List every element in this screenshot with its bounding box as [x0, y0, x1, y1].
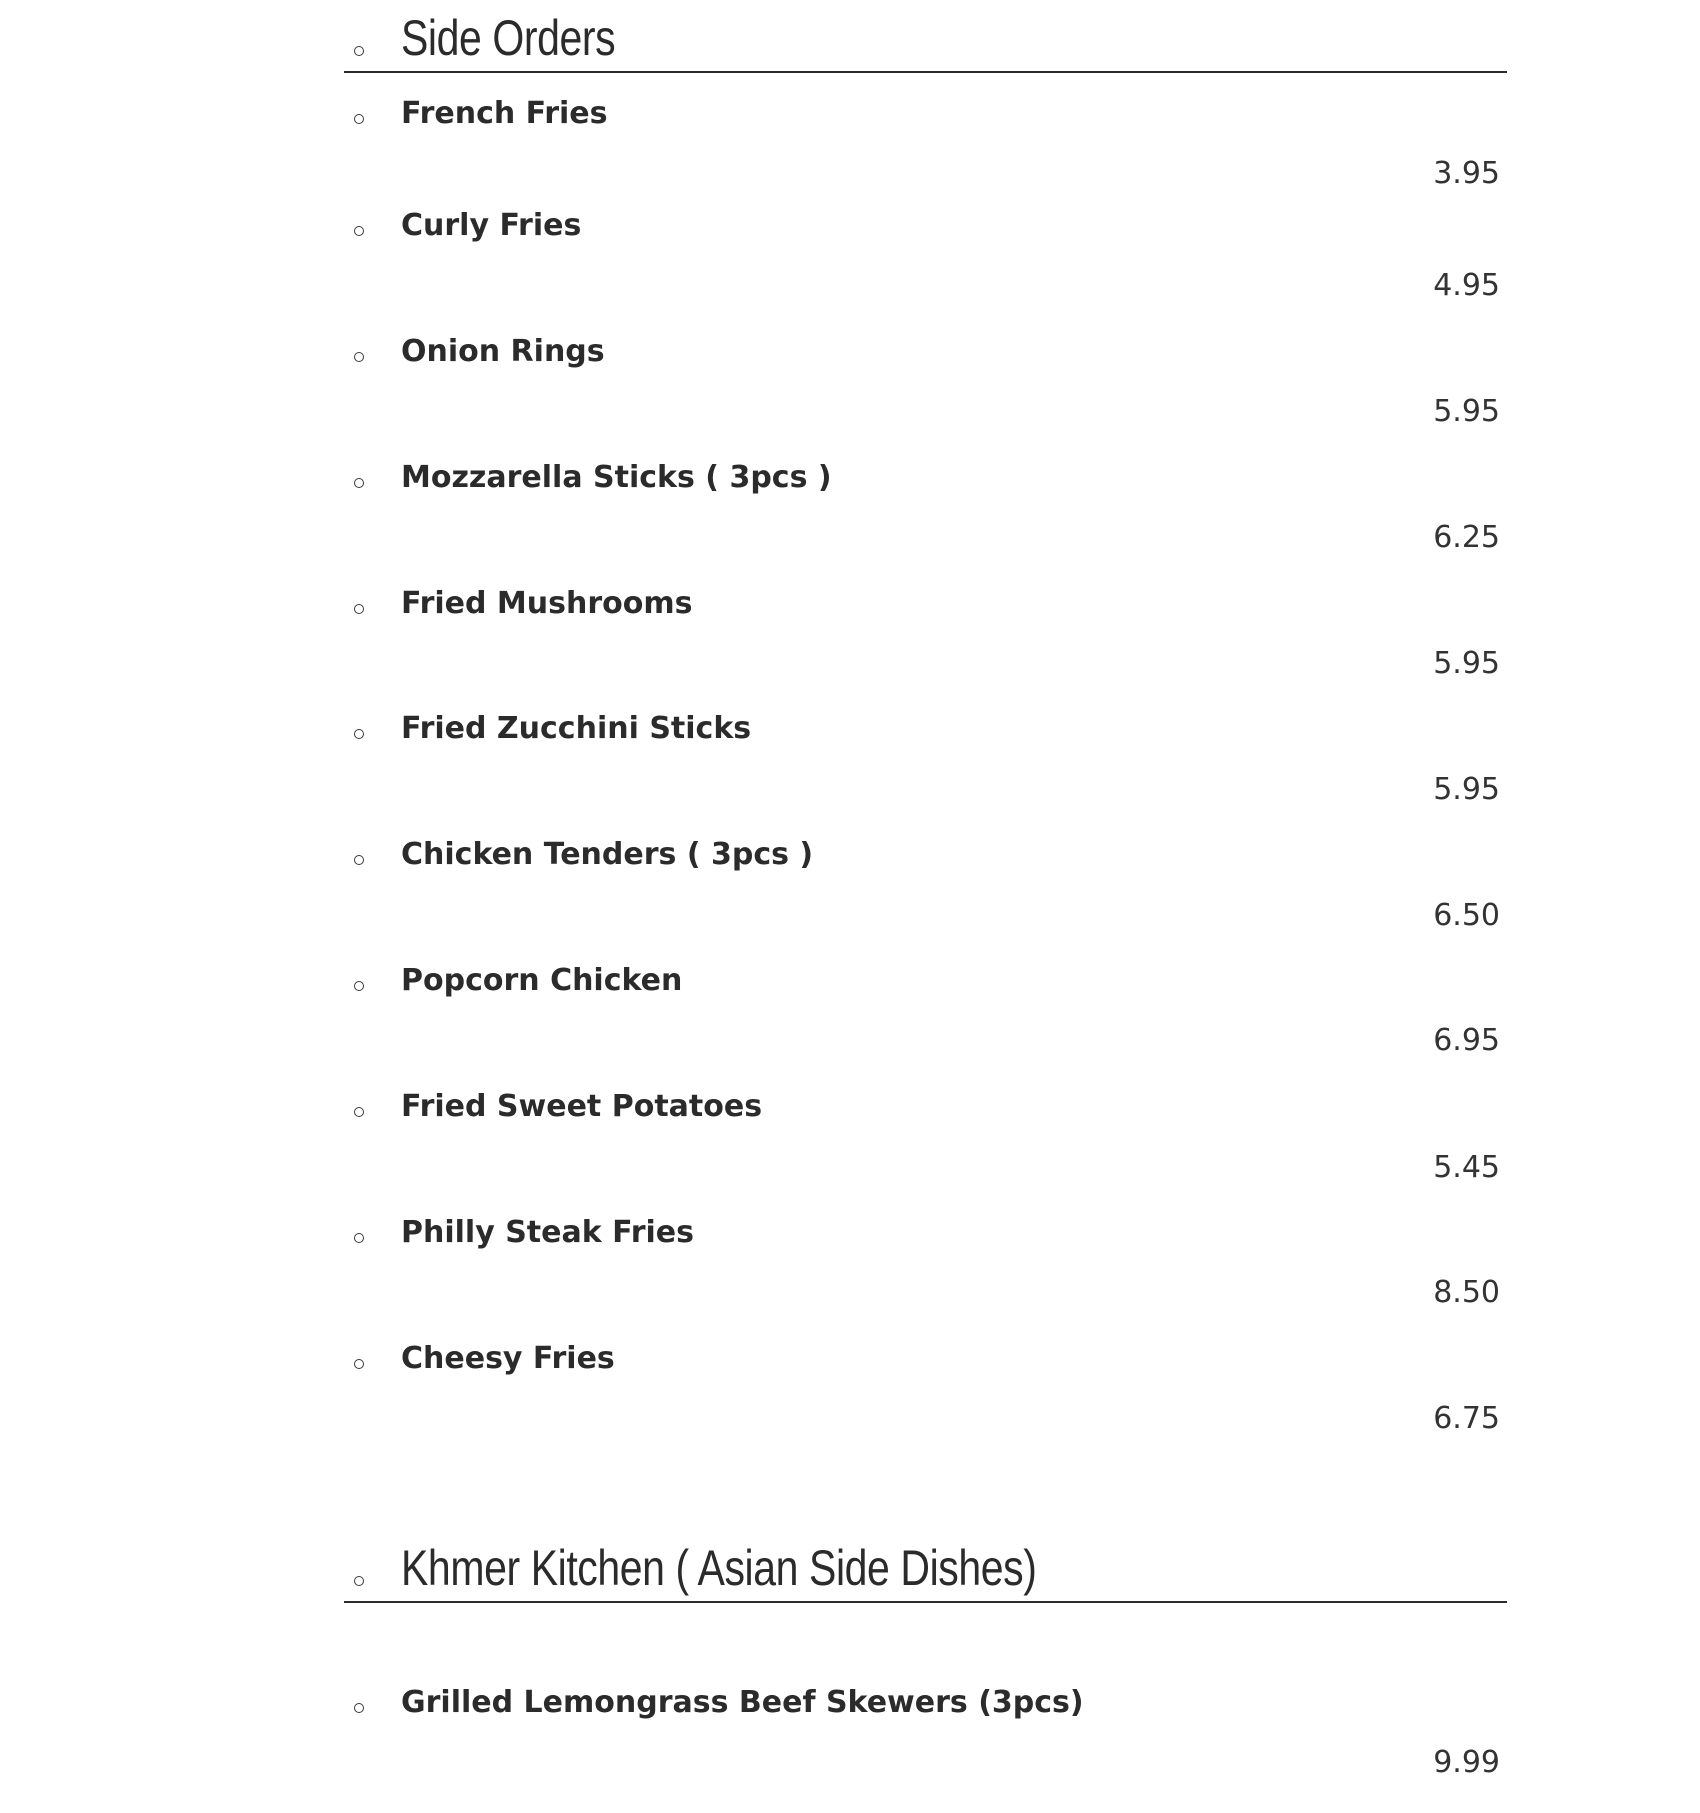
item-price: 6.25: [1433, 520, 1500, 555]
item-price: 6.75: [1433, 1401, 1500, 1436]
item-price: 8.50: [1433, 1275, 1500, 1310]
bullet-icon: [354, 352, 364, 362]
bullet-icon: [354, 855, 364, 865]
section-title: Side Orders: [401, 10, 616, 66]
section-divider: [344, 71, 1507, 73]
bullet-icon: [354, 1107, 364, 1117]
bullet-icon: [354, 604, 364, 614]
bullet-icon: [354, 981, 364, 991]
item-price: 5.45: [1433, 1150, 1500, 1185]
bullet-icon: [354, 1233, 364, 1243]
item-name: Onion Rings: [401, 334, 605, 369]
item-price: 5.95: [1433, 646, 1500, 681]
item-name: Popcorn Chicken: [401, 963, 683, 998]
item-name: Curly Fries: [401, 208, 582, 243]
bullet-icon: [354, 226, 364, 236]
bullet-icon: [354, 1359, 364, 1369]
item-name: Fried Sweet Potatoes: [401, 1089, 763, 1124]
bullet-icon: [354, 114, 364, 124]
bullet-icon: [354, 1703, 364, 1713]
item-name: French Fries: [401, 96, 608, 131]
item-price: 3.95: [1433, 156, 1500, 191]
section-title: Khmer Kitchen ( Asian Side Dishes): [401, 1540, 1037, 1596]
bullet-icon: [354, 1576, 364, 1586]
item-price: 4.95: [1433, 268, 1500, 303]
item-name: Fried Zucchini Sticks: [401, 711, 752, 746]
item-name: Grilled Lemongrass Beef Skewers (3pcs): [401, 1685, 1084, 1720]
item-price: 5.95: [1433, 394, 1500, 429]
item-price: 6.50: [1433, 898, 1500, 933]
section-divider: [344, 1601, 1507, 1603]
item-name: Mozzarella Sticks ( 3pcs ): [401, 460, 832, 495]
item-price: 6.95: [1433, 1023, 1500, 1058]
bullet-icon: [354, 46, 364, 56]
item-price: 5.95: [1433, 772, 1500, 807]
item-name: Chicken Tenders ( 3pcs ): [401, 837, 814, 872]
item-name: Cheesy Fries: [401, 1341, 615, 1376]
item-name: Fried Mushrooms: [401, 586, 693, 621]
bullet-icon: [354, 729, 364, 739]
item-name: Philly Steak Fries: [401, 1215, 694, 1250]
item-price: 9.99: [1433, 1745, 1500, 1780]
bullet-icon: [354, 478, 364, 488]
